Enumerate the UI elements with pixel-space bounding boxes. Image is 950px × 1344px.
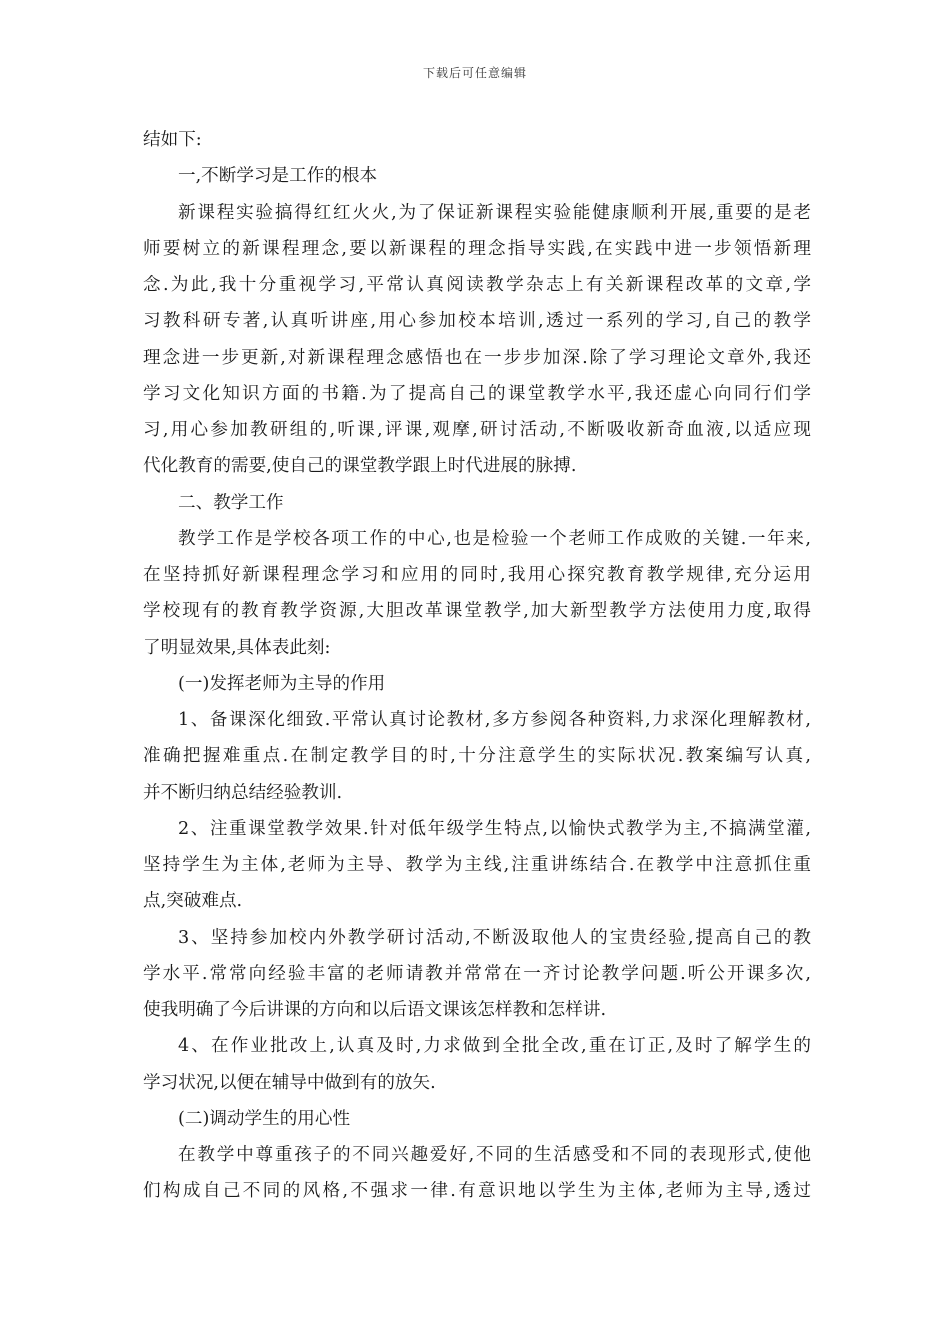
text-line: 习,用心参加教研组的,听课,评课,观摩,研讨活动,不断吸收新奇血液,以适应现 <box>143 420 811 440</box>
text-line: 了明显效果,具体表此刻: <box>143 637 331 658</box>
text-line: 学习文化知识方面的书籍.为了提高自己的课堂教学水平,我还虚心向同行们学 <box>143 383 811 404</box>
text-line: 3、坚持参加校内外教学研讨活动,不断汲取他人的宝贵经验,提高自己的教 <box>178 927 811 948</box>
text-line: 代化教育的需要,使自己的课堂教学跟上时代进展的脉搏. <box>143 456 577 477</box>
text-line: 新课程实验搞得红红火火,为了保证新课程实验能健康顺利开展,重要的是老 <box>178 202 811 223</box>
text-line: 在教学中尊重孩子的不同兴趣爱好,不同的生活感受和不同的表现形式,使他 <box>178 1145 811 1165</box>
document-body <box>143 122 811 1210</box>
text-line: 念.为此,我十分重视学习,平常认真阅读教学杂志上有关新课程改革的文章,学 <box>143 275 811 295</box>
text-line: 们构成自己不同的风格,不强求一律.有意识地以学生为主体,老师为主导,透过 <box>143 1181 811 1202</box>
text-line: 并不断归纳总结经验教训. <box>143 782 343 803</box>
text-line: 师要树立的新课程理念,要以新课程的理念指导实践,在实践中进一步领悟新理 <box>143 238 811 259</box>
text-line: 使我明确了今后讲课的方向和以后语文课该怎样教和怎样讲. <box>143 1000 607 1020</box>
text-line: 在坚持抓好新课程理念学习和应用的同时,我用心探究教育教学规律,充分运用 <box>143 565 811 585</box>
text-line: 学水平.常常向经验丰富的老师请教并常常在一齐讨论教学问题.听公开课多次, <box>143 963 811 984</box>
text-line: 学校现有的教育教学资源,大胆改革课堂教学,加大新型教学方法使用力度,取得 <box>143 601 811 622</box>
page-header: 下载后可任意编辑 <box>422 66 527 80</box>
text-line: (二)调动学生的用心性 <box>178 1108 351 1129</box>
text-line: 习教科研专著,认真听讲座,用心参加校本培训,透过一系列的学习,自己的教学 <box>143 311 811 332</box>
text-line: 坚持学生为主体,老师为主导、教学为主线,注重讲练结合.在教学中注意抓住重 <box>143 855 811 875</box>
text-line: 结如下: <box>143 130 202 150</box>
text-line: 教学工作是学校各项工作的中心,也是检验一个老师工作成败的关键.一年来, <box>178 528 811 549</box>
text-line: 2、注重课堂教学效果.针对低年级学生特点,以愉快式教学为主,不搞满堂灌, <box>178 818 811 839</box>
text-line: 二、教学工作 <box>178 492 284 513</box>
text-line: 1、备课深化细致.平常认真讨论教材,多方参阅各种资料,力求深化理解教材, <box>178 710 811 730</box>
text-line: (一)发挥老师为主导的作用 <box>178 673 386 694</box>
text-line: 点,突破难点. <box>143 891 243 912</box>
text-line: 4、在作业批改上,认真及时,力求做到全批全改,重在订正,及时了解学生的 <box>178 1036 811 1057</box>
text-line: 理念进一步更新,对新课程理念感悟也在一步步加深.除了学习理论文章外,我还 <box>143 347 811 368</box>
text-line: 一,不断学习是工作的根本 <box>178 166 378 187</box>
text-line: 准确把握难重点.在制定教学目的时,十分注意学生的实际状况.教案编写认真, <box>143 746 811 767</box>
text-line: 学习状况,以便在辅导中做到有的放矢. <box>143 1072 436 1093</box>
